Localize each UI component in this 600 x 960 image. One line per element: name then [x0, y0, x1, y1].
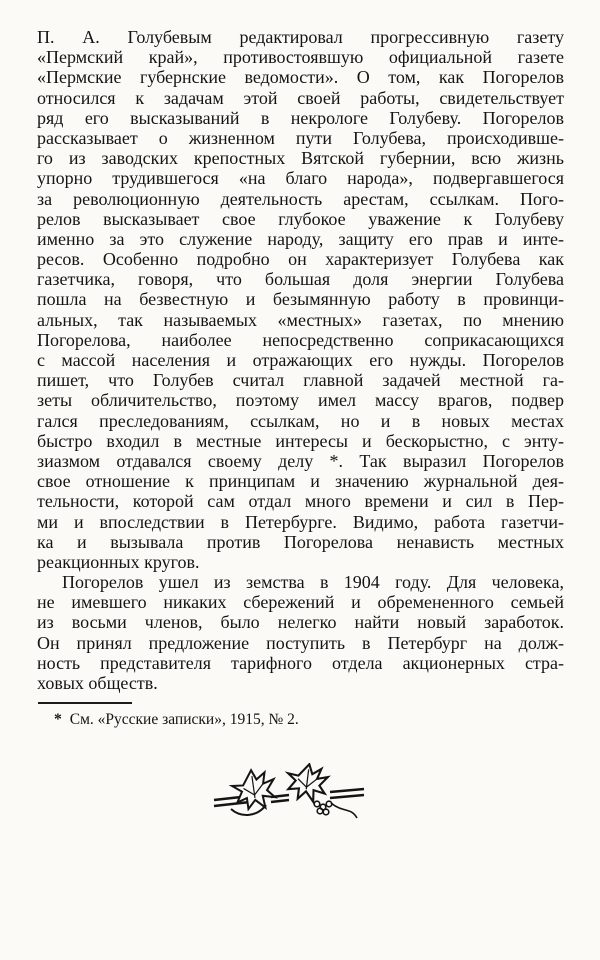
text-line: не имевшего никаких сбережений и обремененного семьей [37, 592, 564, 613]
text-line: ка и вызывала против Погорелова ненависть местных [37, 531, 564, 552]
text-line: свое отношение к принципам и значению журнальной дея- [37, 471, 564, 492]
text-line: относился к задачам этой своей работы, свидетельствует [37, 87, 564, 108]
text-line: именно за это служение народу, защиту его прав и инте- [37, 228, 564, 249]
text-line: реакционных кругов. [37, 551, 200, 572]
text-line: ми и впоследствии в Петербурге. Видимо, работа газетчи- [37, 511, 564, 532]
footnote [37, 710, 564, 729]
text-line: го из заводских крепостных Вятской губернии, всю жизнь [37, 148, 564, 169]
text-line: Он принял предложение поступить в Петербург на долж- [37, 632, 564, 653]
text-line: упорно трудившегося «на благо народа», подвергавшегося [37, 168, 564, 189]
text-line: «Пермский край», противостоявшую официальной газете [37, 47, 564, 68]
text-line: быстро входил в местные интересы и бескорыстно, с энту- [37, 430, 564, 451]
body-text [37, 27, 564, 693]
footnote-marker: * [54, 711, 62, 728]
footnote-text: См. «Русские записки», 1915, № 2. [69, 711, 299, 728]
text-line: пишет, что Голубев считал главной задачей местной га- [37, 370, 564, 391]
text-line: пошла на безвестную и безымянную работу в провинци- [37, 289, 564, 310]
text-line: П. А. Голубевым редактировал прогрессивную газету [37, 27, 564, 47]
leaf-vignette-ornament [0, 763, 600, 825]
text-line: зиазмом отдавался своему делу *. Так выразил Погорелов [37, 450, 564, 471]
footnote-divider [38, 702, 132, 704]
text-line: альных, так называемых «местных» газетах, по мнению [37, 309, 564, 330]
text-line: гался преследованиям, ссылкам, но и в новых местах [37, 410, 564, 431]
text-line: ряд его высказываний в некрологе Голубеву. Погорелов [37, 107, 564, 128]
text-line: с массой населения и отражающих его нужды. Погорелов [37, 350, 564, 370]
text-line: Погорелов ушел из земства в 1904 году. Для человека, [62, 572, 564, 593]
text-line: тельности, которой сам отдал много времени и сил в Пер- [37, 491, 564, 512]
text-line: газетчика, говоря, что большая доля энергии Голубева [37, 269, 564, 290]
text-line: «Пермские губернские ведомости». О том, как Погорелов [37, 67, 564, 88]
text-line: зеты обличительство, поэтому имел массу врагов, подвер [37, 390, 564, 411]
leaf-vignette-icon [213, 763, 365, 825]
text-line: ресов. Особенно подробно он характеризует Голубева как [37, 249, 564, 270]
text-line: рассказывает о жизненном пути Голубева, происходивше- [37, 127, 564, 148]
text-line: ховых обществ. [37, 673, 158, 693]
text-line: Погорелова, наиболее непосредственно соприкасающихся [37, 329, 564, 350]
text-line: за революционную деятельность арестам, ссылкам. Пого- [37, 188, 564, 209]
text-line: релов высказывает свое глубокое уважение к Голубеву [37, 208, 564, 229]
text-line: из восьми членов, было нелегко найти новый заработок. [37, 612, 564, 633]
text-line: ность представителя тарифного отдела акционерных стра- [37, 652, 564, 673]
